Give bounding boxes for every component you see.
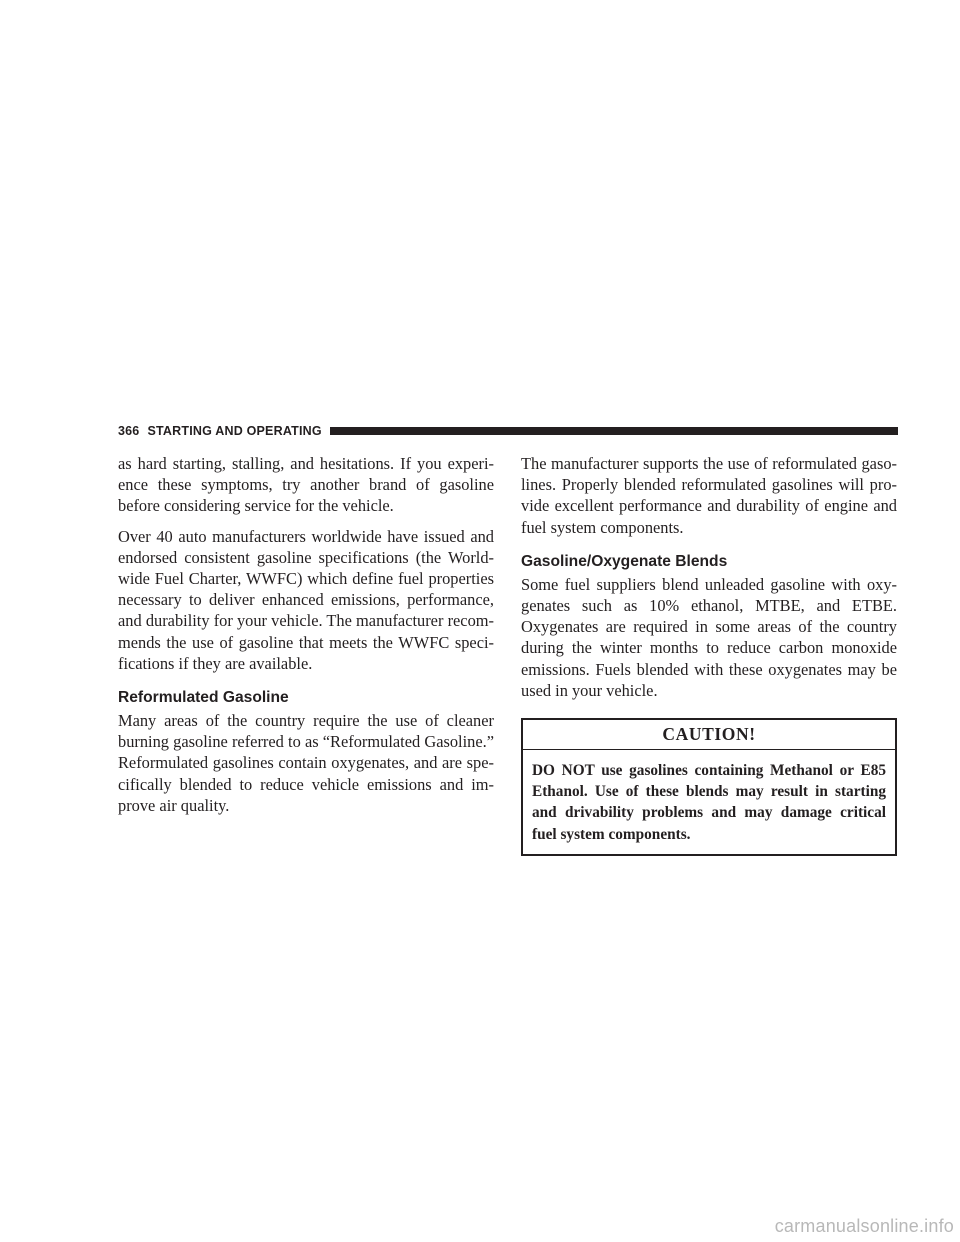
page-header (118, 423, 898, 439)
heading-oxygenate-blends: Gasoline/Oxygenate Blends (521, 552, 728, 570)
heading-reformulated-gasoline: Reformulated Gasoline (118, 689, 289, 707)
paragraph-hard-starting: as hard starting, stalling, and hesitations. If you experience these symptoms, try another brand of gasoline before considering service for the vehicle. (118, 454, 494, 516)
caution-box (521, 718, 897, 856)
paragraph-reformulated: Many areas of the country require the use of cleaner burning gasoline referred to as “Reformulated Gasoline.” Reformulated gasolines contain oxygenates, and are specifically blended to reduce vehicle emissions and improve air quality. (118, 711, 494, 815)
paragraph-oxygenates: Some fuel suppliers blend unleaded gasoline with oxygenates such as 10% ethanol, MTBE, and ETBE. Oxygenates are required in some areas of the country during the winter months to reduce carbon monoxide emissions. Fuels blended with these oxygenates may be used in your vehicle. (521, 574, 897, 700)
paragraph-wwfc: Over 40 auto manufacturers worldwide have issued and endorsed consistent gasoline specifications (the Worldwide Fuel Charter, WWFC) which define fuel properties necessary to deliver enhanced emissions, performance, and durability for your vehicle. The manufacturer recommends the use of gasoline that meets the WWFC specifications if they are available. (118, 526, 494, 673)
paragraph-manufacturer-supports: The manufacturer supports the use of reformulated gasolines. Properly blended reformulated gasolines will provide excellent performance and durability of engine and fuel system components. (521, 454, 897, 537)
right-column (521, 453, 897, 856)
caution-body: DO NOT use gasolines containing Methanol or E85 Ethanol. Use of these blends may result in starting and drivability problems and may damage critical fuel system components. (532, 762, 886, 843)
watermark-link[interactable]: carmanualsonline.info (774, 1216, 954, 1236)
caution-title: CAUTION! (523, 720, 895, 750)
section-title: STARTING AND OPERATING (147, 424, 322, 438)
page-number: 366 (118, 424, 140, 438)
header-rule (330, 427, 898, 435)
left-column (118, 453, 494, 825)
